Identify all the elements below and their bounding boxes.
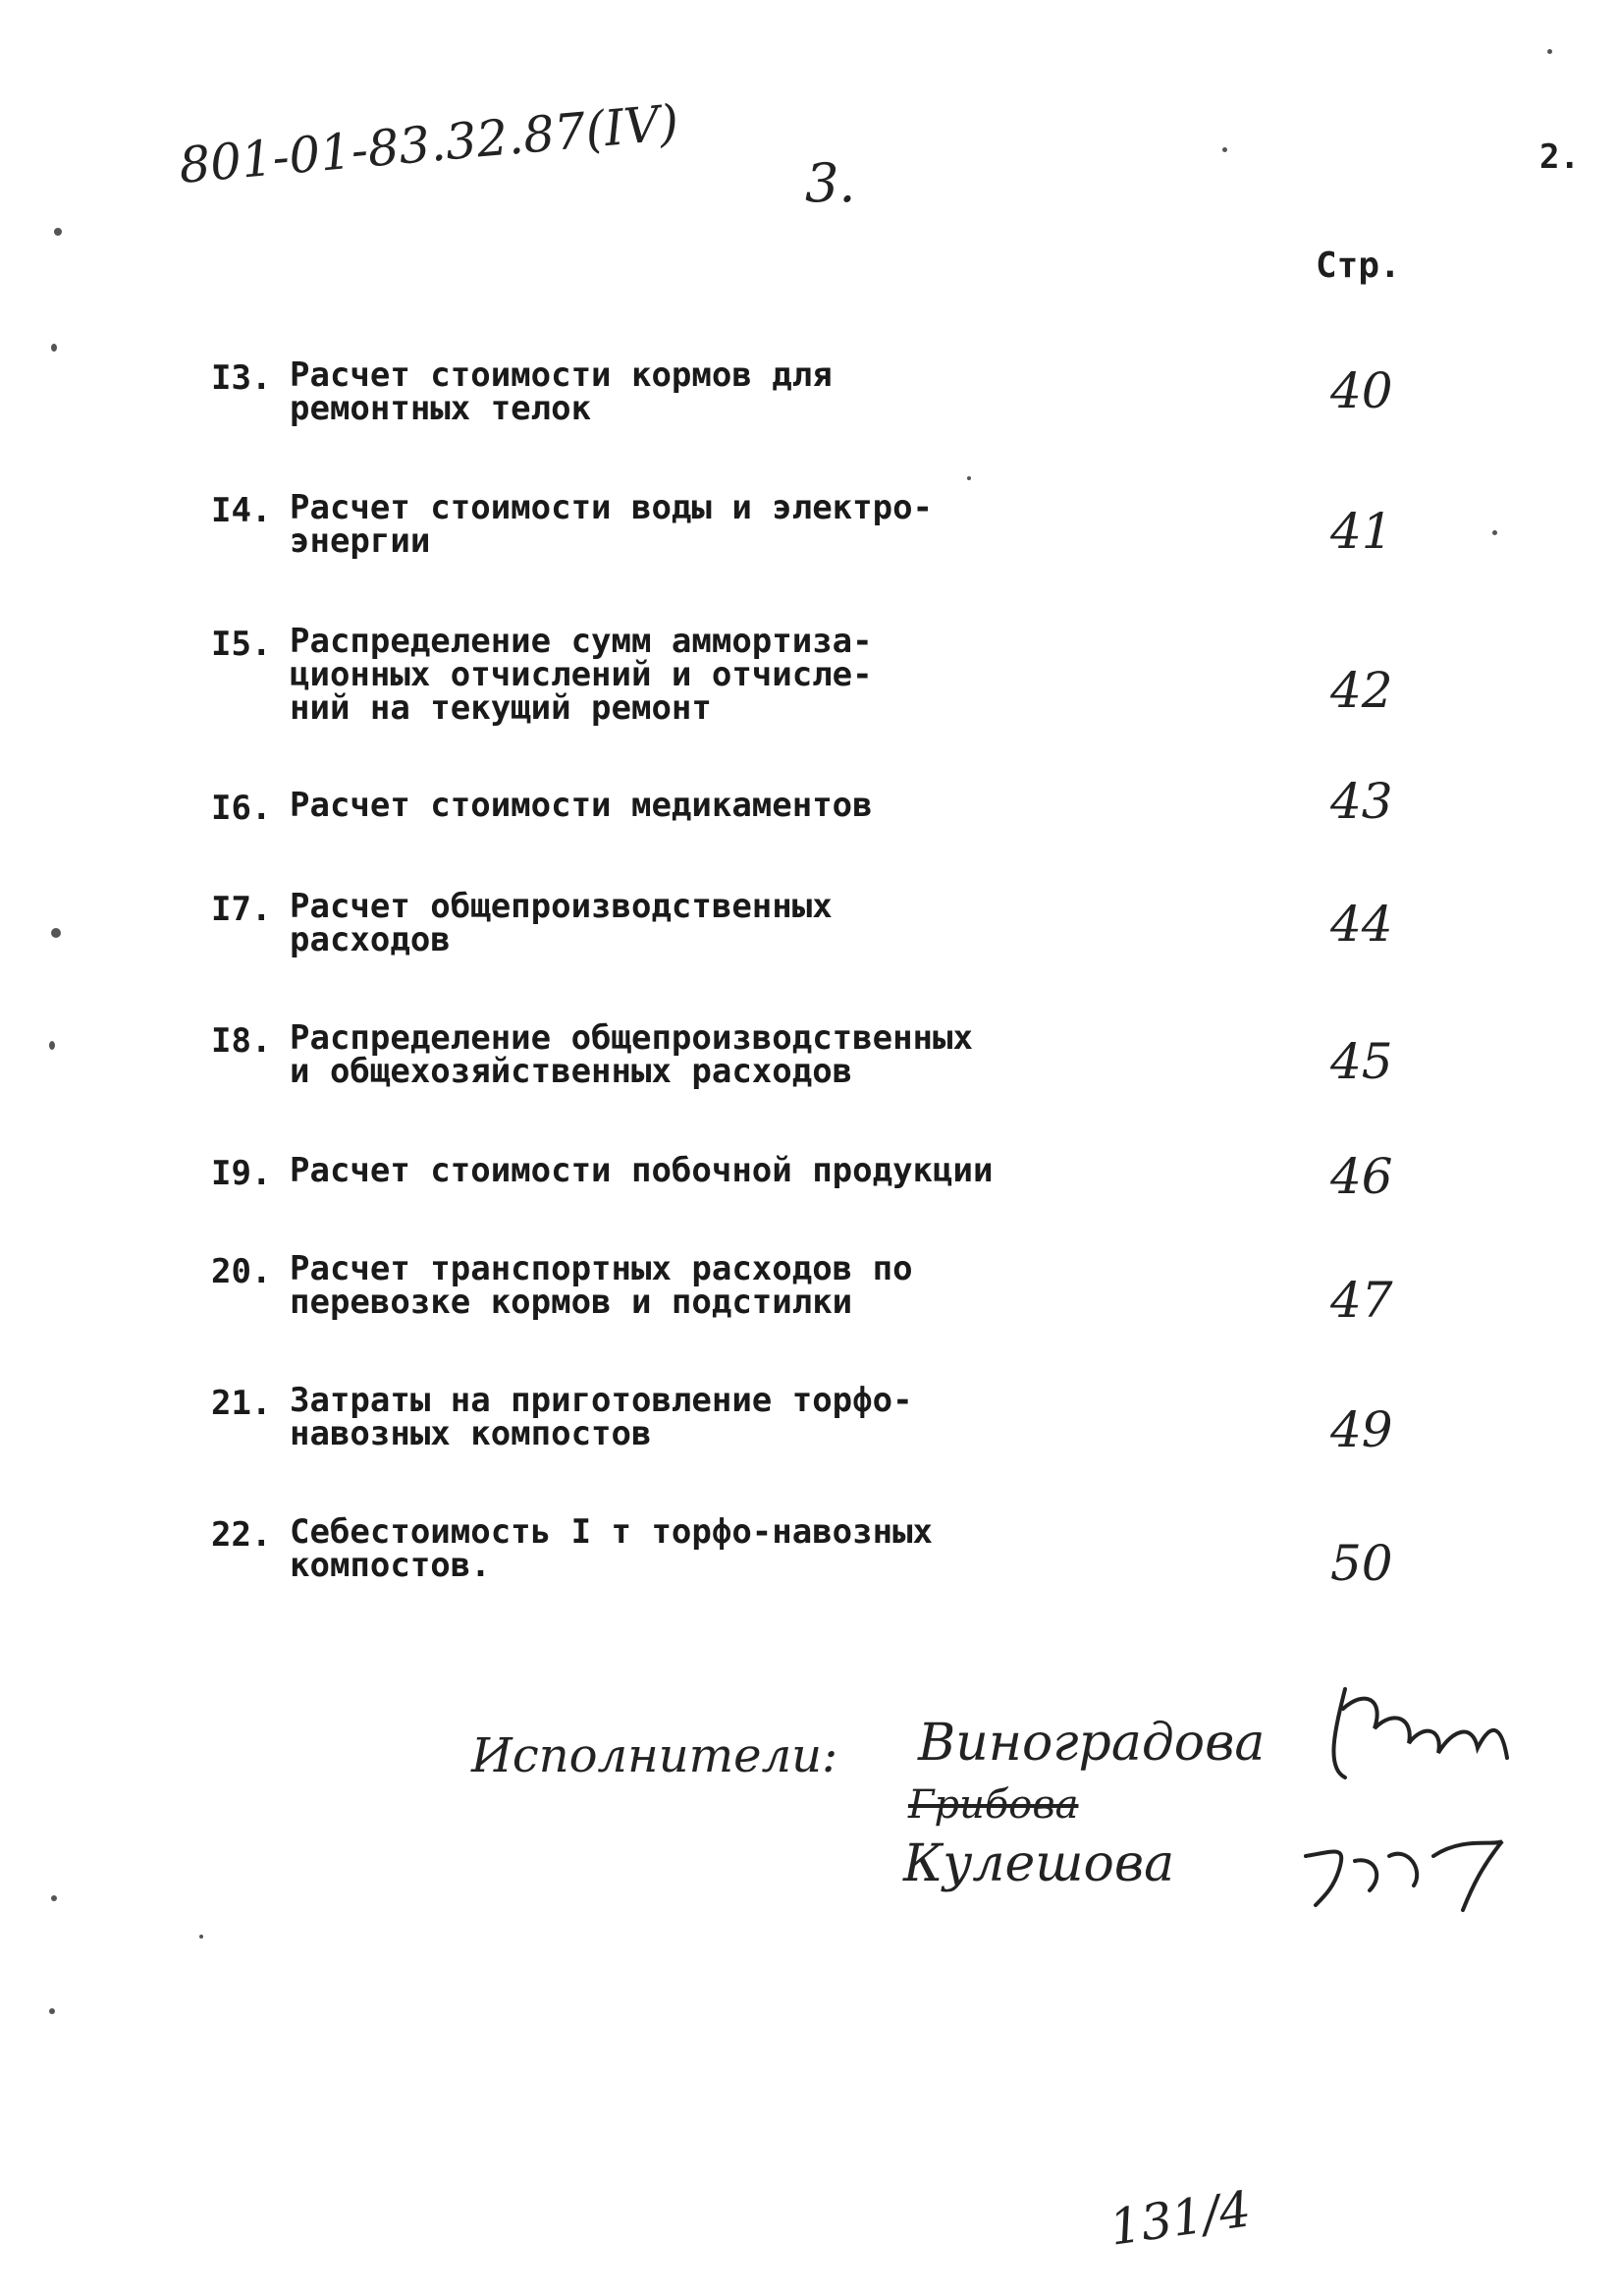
item-page: 40 [1330, 362, 1393, 419]
item-title-line: Расчет транспортных расходов по [290, 1249, 913, 1288]
document-code: 801-01-83.32.87(IV) [176, 93, 681, 194]
scan-speck [51, 928, 61, 938]
page-column-label: Стр. [1316, 246, 1401, 286]
item-number: I8. [211, 1021, 272, 1061]
scan-speck [199, 1935, 203, 1939]
handwritten-mark: 3. [805, 152, 856, 214]
item-title [290, 1018, 1036, 1091]
item-page: 43 [1330, 773, 1393, 830]
item-title-line: энергии [290, 521, 431, 561]
item-title-line: ремонтных телок [290, 389, 592, 428]
item-title-line: ционных отчислений и отчисле- [290, 655, 873, 694]
scan-speck [49, 2008, 55, 2014]
item-title-line: и общехозяйственных расходов [290, 1052, 853, 1091]
scan-speck [51, 1895, 57, 1901]
item-number: 22. [211, 1515, 272, 1555]
item-title [290, 1151, 1036, 1190]
item-title-line: Себестоимость I т торфо-навозных [290, 1512, 934, 1552]
item-title [290, 1381, 1036, 1453]
item-number: I3. [211, 358, 272, 398]
item-title-line: ний на текущий ремонт [290, 688, 712, 728]
item-title-line: Расчет стоимости медикаментов [290, 786, 873, 825]
signature-2 [1296, 1827, 1532, 1915]
item-page: 42 [1330, 662, 1393, 719]
item-page: 50 [1330, 1535, 1393, 1592]
scan-speck [1222, 147, 1227, 152]
item-title-line: Распределение общепроизводственных [290, 1018, 973, 1058]
executor-name: Виноградова [918, 1714, 1266, 1773]
item-number: I7. [211, 890, 272, 929]
item-title [290, 355, 1036, 428]
item-number: I6. [211, 789, 272, 828]
item-title [290, 1249, 1036, 1322]
item-page: 45 [1330, 1033, 1393, 1090]
item-page: 44 [1330, 896, 1393, 953]
item-title-line: перевозке кормов и подстилки [290, 1283, 853, 1322]
item-title-line: навозных компостов [290, 1414, 652, 1453]
item-page: 46 [1330, 1148, 1393, 1205]
item-number: I5. [211, 625, 272, 664]
executor-name-struck: Грибова [908, 1782, 1079, 1828]
footer-code: 131/4 [1106, 2180, 1255, 2257]
scan-speck [967, 476, 971, 480]
item-title-line: компостов. [290, 1546, 491, 1585]
scan-speck [1547, 49, 1552, 54]
item-page: 41 [1330, 503, 1393, 560]
item-number: I9. [211, 1154, 272, 1193]
scan-speck [54, 228, 62, 236]
executor-name: Кулешова [903, 1834, 1175, 1893]
item-title [290, 622, 1036, 728]
scan-speck [51, 344, 57, 352]
item-number: 21. [211, 1384, 272, 1423]
item-page: 49 [1330, 1401, 1393, 1458]
sheet-number: 2. [1539, 137, 1580, 177]
signature-1 [1306, 1669, 1532, 1787]
item-page: 47 [1330, 1272, 1393, 1329]
item-title [290, 1512, 1036, 1585]
item-title-line: Расчет стоимости побочной продукции [290, 1151, 994, 1190]
item-number: 20. [211, 1252, 272, 1291]
item-title [290, 786, 1036, 825]
item-number: I4. [211, 491, 272, 530]
scan-speck [1492, 530, 1497, 535]
item-title [290, 887, 1036, 959]
item-title-line: Распределение сумм аммортиза- [290, 622, 873, 661]
item-title [290, 488, 1036, 561]
scan-speck [49, 1041, 55, 1050]
item-title-line: Затраты на приготовление торфо- [290, 1381, 913, 1420]
executors-label: Исполнители: [471, 1728, 838, 1783]
item-title-line: расходов [290, 920, 451, 959]
item-title-line: Расчет стоимости воды и электро- [290, 488, 934, 527]
item-title-line: Расчет общепроизводственных [290, 887, 833, 926]
item-title-line: Расчет стоимости кормов для [290, 355, 833, 395]
